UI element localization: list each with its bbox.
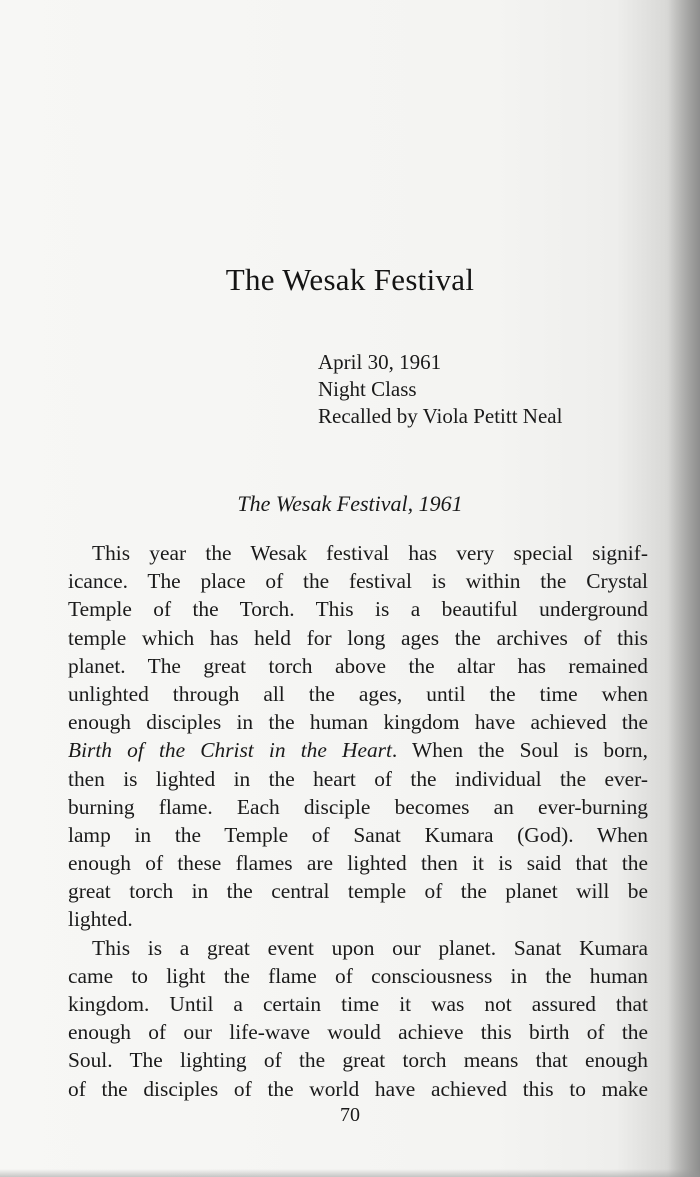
paragraph-line: Birth of the Christ in the Heart. When the Soul is born,: [68, 738, 648, 763]
paragraph-line: enough of these flames are lighted then it is said that the: [68, 851, 648, 876]
paragraph-line: planet. The great torch above the altar has remained: [68, 653, 648, 678]
paragraph-line: This is a great event upon our planet. Sanat Kumara: [92, 935, 648, 960]
body-text: [68, 539, 648, 1103]
session-recalled-by: Recalled by Viola Petitt Neal: [318, 404, 563, 428]
paragraph-line: then is lighted in the heart of the individual the ever-: [68, 766, 648, 791]
paragraph-line: came to light the flame of consciousness in the human: [68, 963, 648, 988]
paragraph-line: Temple of the Torch. This is a beautiful underground: [68, 597, 648, 622]
section-subtitle: The Wesak Festival, 1961: [237, 491, 463, 516]
session-type: Night Class: [318, 377, 417, 401]
paragraph-line: enough disciples in the human kingdom have achieved the: [68, 710, 648, 735]
page-bottom-shadow: [0, 1169, 700, 1177]
paragraph-line: unlighted through all the ages, until the time when: [68, 681, 648, 706]
paragraph-line: lamp in the Temple of Sanat Kumara (God). When: [68, 822, 648, 847]
session-date: April 30, 1961: [318, 350, 442, 374]
paragraph-line: enough of our life-wave would achieve this birth of the: [68, 1020, 648, 1045]
paragraph-line: kingdom. Until a certain time it was not assured that: [68, 992, 648, 1016]
page-title: The Wesak Festival: [225, 262, 475, 297]
paragraph-line: This year the Wesak festival has very special signif-: [92, 541, 648, 565]
page-number: 70: [340, 1104, 360, 1126]
paragraph-line: Soul. The lighting of the great torch means that enough: [68, 1048, 648, 1073]
paragraph-line: great torch in the central temple of the planet will be: [68, 879, 648, 904]
paragraph-line: icance. The place of the festival is within the Crystal: [68, 569, 648, 594]
paragraph-line: temple which has held for long ages the archives of this: [68, 625, 648, 650]
session-meta: [318, 349, 562, 430]
paragraph-line: of the disciples of the world have achieved this to make: [68, 1076, 648, 1101]
paragraph-line: lighted.: [68, 907, 133, 932]
page-gutter-shadow: [668, 0, 700, 1177]
paragraph-line: burning flame. Each disciple becomes an ever-burning: [68, 794, 648, 819]
